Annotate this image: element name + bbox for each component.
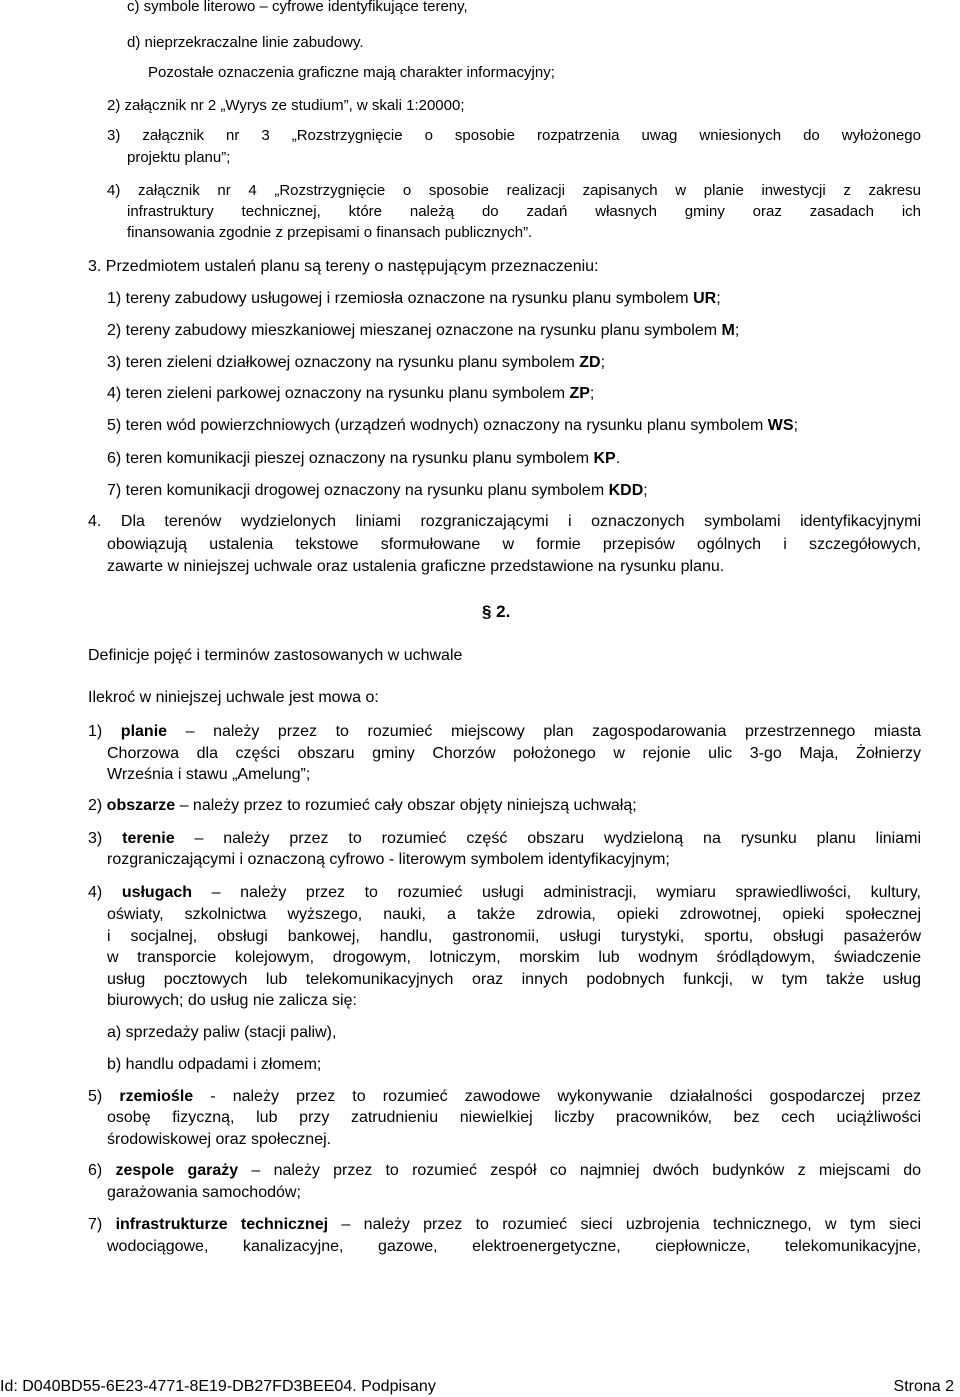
purpose-item: 2) tereny zabudowy mieszkaniowej mieszanej oznaczone na rysunku planu symbolem M; — [107, 322, 740, 339]
term-zespole-garazy: zespole garaży — [115, 1162, 239, 1179]
definition-4-item-a: a) sprzedaży paliw (stacji paliw), — [107, 1024, 337, 1041]
definition-1-line-3: Września i stawu „Amelung”; — [107, 766, 311, 783]
definition-4-item-b: b) handlu odpadami i złomem; — [107, 1056, 322, 1073]
symbol-ur: UR — [693, 290, 717, 307]
definition-4-line-6: biurowych; do usług nie zalicza się: — [107, 992, 357, 1009]
definition-4-line-1: 4) usługach – należy przez to rozumieć usługi administracji, wymiaru sprawiedliwości, kultury, — [88, 884, 922, 901]
list-item-d: d) nieprzekraczalne linie zabudowy. — [127, 34, 364, 51]
info-note: Pozostałe oznaczenia graficzne mają charakter informacyjny; — [148, 64, 555, 81]
purpose-item: 7) teren komunikacji drogowej oznaczony na rysunku planu symbolem KDD; — [107, 482, 648, 499]
term-uslugach: usługach — [121, 884, 193, 901]
term-obszarze: obszarze — [106, 797, 176, 814]
attachment-3-line-1: 3) załącznik nr 3 „Rozstrzygnięcie o sposobie rozpatrzenia uwag wniesionych do wyłożonego — [107, 127, 921, 144]
footer-document-id: Id: D040BD55-6E23-4771-8E19-DB27FD3BEE04. Podpisany — [0, 1378, 436, 1395]
definition-4-line-3: i socjalnej, obsługi bankowej, handlu, gastronomii, usługi turystyki, sportu, obsługi pasażerów — [107, 928, 921, 945]
definition-6-line-2: garażowania samochodów; — [107, 1184, 301, 1201]
section-title: Definicje pojęć i terminów zastosowanych w uchwale — [88, 647, 463, 664]
definition-4-line-2: oświaty, szkolnictwa wyższego, nauki, a także zdrowia, opieki zdrowotnej, opieki społecznej — [107, 906, 921, 923]
definition-1-line-1: 1) planie – należy przez to rozumieć miejscowy plan zagospodarowania przestrzennego miasta — [88, 723, 922, 740]
definition-2: 2) obszarze – należy przez to rozumieć cały obszar objęty niniejszą uchwałą; — [88, 797, 637, 814]
purpose-intro: 3. Przedmiotem ustaleń planu są tereny o następującym przeznaczeniu: — [88, 258, 599, 275]
attachment-3-line-2: projektu planu”; — [127, 149, 231, 166]
definition-4-line-5: usług pocztowych lub telekomunikacyjnych oraz innych podobnych funkcji, w tym także usług — [107, 971, 921, 988]
symbol-ws: WS — [767, 417, 794, 434]
purpose-item: 4) teren zieleni parkowej oznaczony na rysunku planu symbolem ZP; — [107, 385, 595, 402]
attachment-4-line-2: infrastruktury technicznej, które należą do zadań własnych gminy oraz zasadach ich — [127, 203, 921, 220]
definition-3-line-1: 3) terenie – należy przez to rozumieć część obszaru wydzieloną na rysunku planu liniami — [88, 830, 922, 847]
purpose-item: 6) teren komunikacji pieszej oznaczony na rysunku planu symbolem KP. — [107, 450, 621, 467]
definition-5-line-2: osobę fizyczną, lub przy zatrudnieniu niewielkiej liczby pracowników, bez cech uciążliwości — [107, 1109, 921, 1126]
attachment-4-line-3: finansowania zgodnie z przepisami o finansach publicznych”. — [127, 224, 533, 241]
symbol-zd: ZD — [579, 354, 601, 371]
attachment-4-line-1: 4) załącznik nr 4 „Rozstrzygnięcie o sposobie realizacji zapisanych w planie inwestycji z zakresu — [107, 182, 921, 199]
list-item-c: c) symbole literowo – cyfrowe identyfikujące tereny, — [127, 0, 468, 15]
definition-7-line-2: wodociągowe, kanalizacyjne, gazowe, elektroenergetyczne, ciepłownicze, telekomunikacyjne, — [107, 1238, 921, 1255]
para-4-line-2: obowiązują ustalenia tekstowe sformułowane w formie przepisów ogólnych i szczegółowych, — [107, 536, 921, 553]
definition-6-line-1: 6) zespole garaży – należy przez to rozumieć zespół co najmniej dwóch budynków z miejscami do — [88, 1162, 922, 1179]
term-planie: planie — [120, 723, 168, 740]
definition-4-line-4: w transporcie kolejowym, drogowym, lotniczym, morskim lub wodnym śródlądowym, świadczenie — [107, 949, 921, 966]
term-rzemiosle: rzemiośle — [119, 1088, 194, 1105]
footer-page-number: Strona 2 — [893, 1378, 954, 1395]
definition-1-line-2: Chorzowa dla części obszaru gminy Chorzów położonego w rejonie ulic 3-go Maja, Żołnierzy — [107, 745, 921, 762]
symbol-kdd: KDD — [608, 482, 644, 499]
definition-5-line-1: 5) rzemiośle - należy przez to rozumieć zawodowe wykonywanie działalności gospodarczej przez — [88, 1088, 922, 1105]
definition-3-line-2: rozgraniczającymi i oznaczoną cyfrowo - literowym symbolem identyfikacyjnym; — [107, 851, 670, 868]
term-terenie: terenie — [122, 830, 175, 847]
symbol-zp: ZP — [569, 385, 590, 402]
definition-5-line-3: środowiskowej oraz społecznej. — [107, 1131, 332, 1148]
definition-7-line-1: 7) infrastrukturze technicznej – należy przez to rozumieć sieci uzbrojenia technicznego, w tym sieci — [88, 1216, 922, 1233]
definitions-intro: Ilekroć w niniejszej uchwale jest mowa o: — [88, 689, 379, 706]
section-heading: § 2. — [482, 602, 511, 621]
symbol-kp: KP — [593, 450, 616, 467]
attachment-2: 2) załącznik nr 2 „Wyrys ze studium”, w skali 1:20000; — [107, 97, 465, 114]
term-infrastrukturze-technicznej: infrastrukturze technicznej — [115, 1216, 329, 1233]
symbol-m: M — [721, 322, 735, 339]
purpose-item: 5) teren wód powierzchniowych (urządzeń wodnych) oznaczony na rysunku planu symbolem WS; — [107, 417, 799, 434]
purpose-item: 1) tereny zabudowy usługowej i rzemiosła oznaczone na rysunku planu symbolem UR; — [107, 290, 721, 307]
para-4-line-1: 4. Dla terenów wydzielonych liniami rozgraniczającymi i oznaczonych symbolami identyfikacyjnymi — [88, 513, 921, 530]
purpose-item: 3) teren zieleni działkowej oznaczony na rysunku planu symbolem ZD; — [107, 354, 606, 371]
para-4-line-3: zawarte w niniejszej uchwale oraz ustalenia graficzne przedstawione na rysunku planu. — [107, 558, 725, 575]
